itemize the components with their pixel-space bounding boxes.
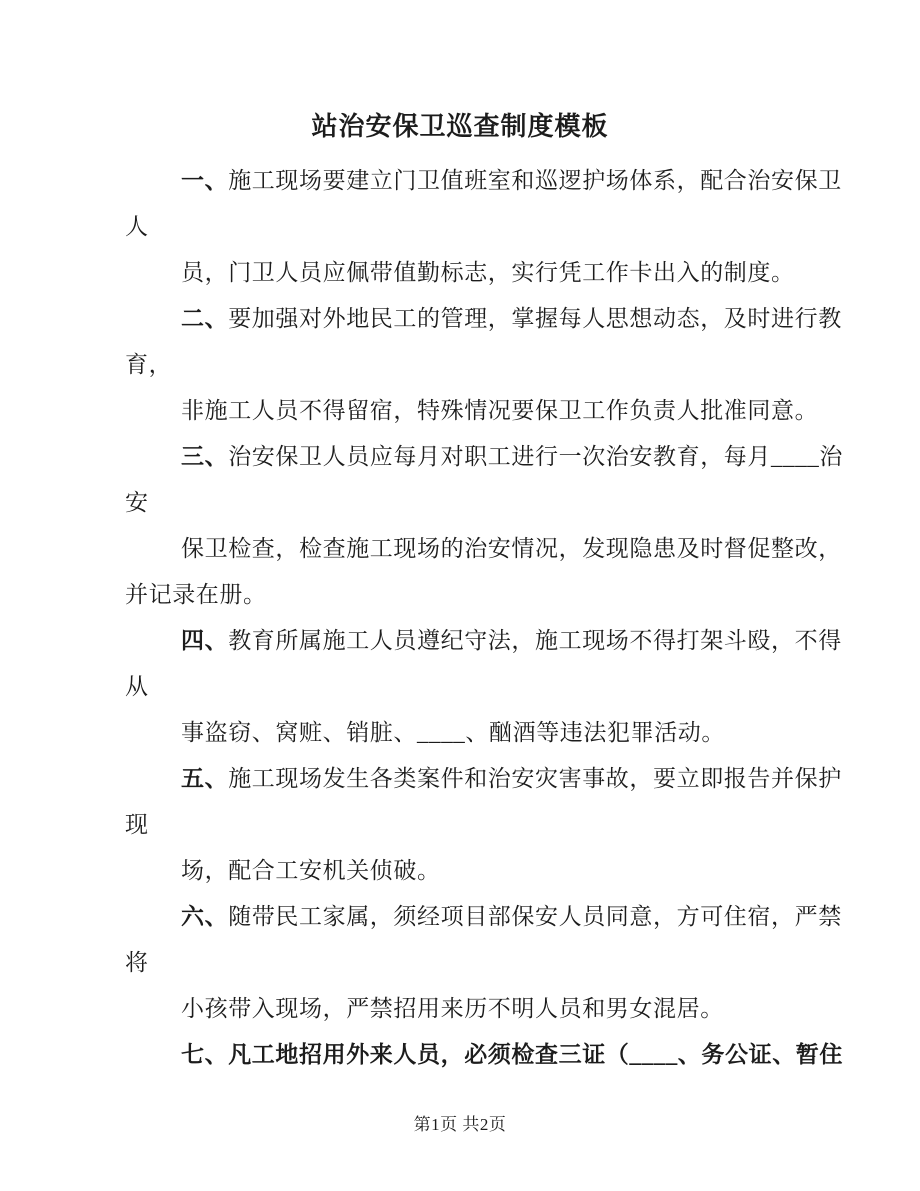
list-number: 七、	[181, 1042, 229, 1067]
list-number: 四、	[181, 628, 229, 653]
doc-line	[125, 1032, 860, 1078]
page-title: 站治安保卫巡查制度模板	[311, 112, 609, 141]
line-text: 场，配合工安机关侦破。	[181, 858, 441, 883]
doc-line	[125, 664, 860, 710]
line-text: 小孩带入现场，严禁招用来历不明人员和男女混居。	[181, 996, 724, 1021]
list-number: 五、	[181, 766, 229, 791]
line-text: 安	[125, 490, 149, 515]
doc-line	[125, 296, 860, 342]
line-text: 将	[125, 950, 149, 975]
list-number: 六、	[181, 904, 229, 929]
line-text: 随带民工家属，须经项目部保安人员同意，方可住宿，严禁	[228, 904, 842, 929]
doc-line	[125, 204, 860, 250]
list-number: 二、	[181, 306, 229, 331]
line-text: 事盗窃、窝赃、销脏、____、酗酒等违法犯罪活动。	[181, 720, 725, 745]
line-text: 现	[125, 812, 149, 837]
doc-line	[125, 848, 860, 894]
list-number: 三、	[181, 444, 229, 469]
line-text: 并记录在册。	[125, 582, 267, 607]
doc-line	[125, 710, 860, 756]
line-text: 凡工地招用外来人员，必须检查三证（____、务公证、暂住	[228, 1042, 844, 1067]
doc-line	[125, 480, 860, 526]
doc-line	[125, 894, 860, 940]
line-text: 要加强对外地民工的管理，掌握每人思想动态，及时进行教	[228, 306, 842, 331]
line-text: 治安保卫人员应每月对职工进行一次治安教育，每月____治	[228, 444, 844, 469]
doc-line	[125, 434, 860, 480]
doc-line	[125, 986, 860, 1032]
line-text: 员，门卫人员应佩带值勤标志，实行凭工作卡出入的制度。	[181, 260, 795, 285]
doc-line	[125, 802, 860, 848]
doc-line	[125, 756, 860, 802]
doc-line	[125, 158, 860, 204]
line-text: 从	[125, 674, 149, 699]
doc-line	[125, 618, 860, 664]
document-body	[125, 158, 860, 1078]
doc-line	[125, 526, 860, 572]
doc-line	[125, 250, 860, 296]
line-text: 保卫检查，检查施工现场的治安情况，发现隐患及时督促整改，	[181, 536, 842, 561]
line-text: 施工现场要建立门卫值班室和巡逻护场体系，配合治安保卫	[228, 168, 842, 193]
doc-line	[125, 388, 860, 434]
page-number-footer: 第1页 共2页	[413, 1115, 507, 1134]
line-text: 非施工人员不得留宿，特殊情况要保卫工作负责人批准同意。	[181, 398, 819, 423]
line-text: 教育所属施工人员遵纪守法，施工现场不得打架斗殴，不得	[228, 628, 842, 653]
doc-line	[125, 572, 860, 618]
line-text: 育，	[125, 352, 173, 377]
line-text: 施工现场发生各类案件和治安灾害事故，要立即报告并保护	[228, 766, 842, 791]
doc-line	[125, 342, 860, 388]
list-number: 一、	[181, 168, 229, 193]
doc-line	[125, 940, 860, 986]
line-text: 人	[125, 214, 149, 239]
